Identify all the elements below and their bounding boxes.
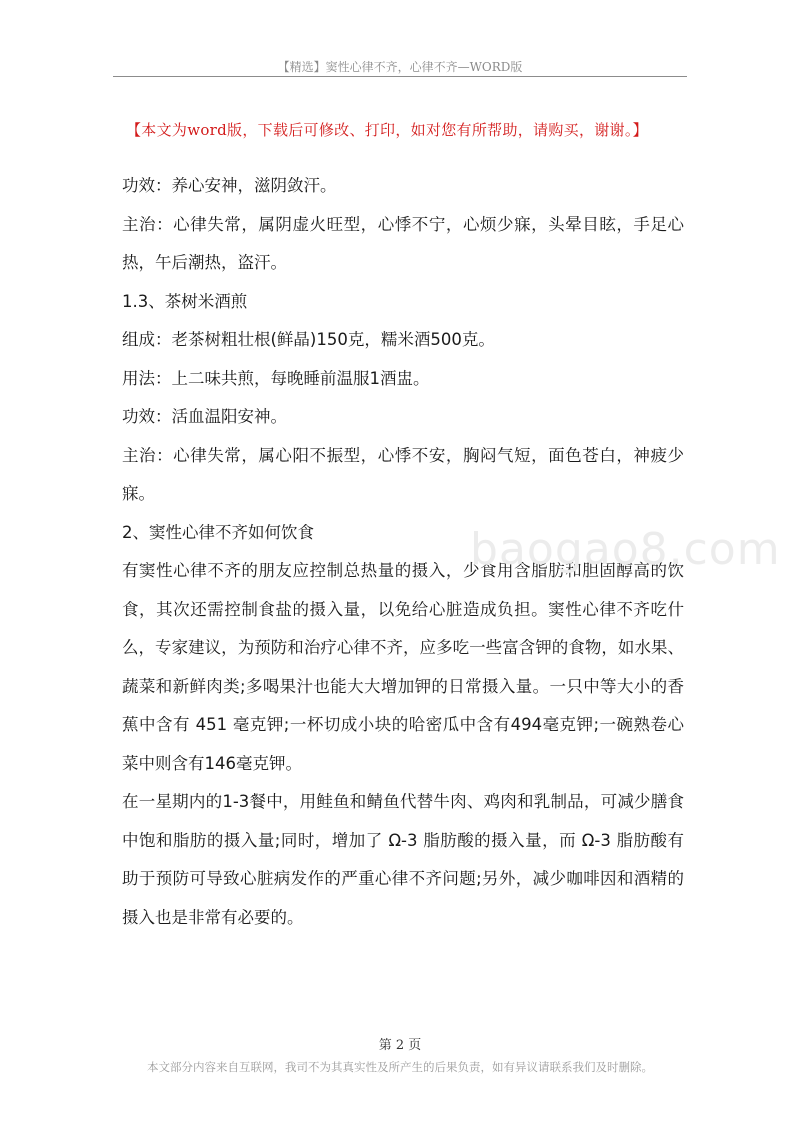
paragraph: 用法：上二味共煎，每晚睡前温服1酒盅。 [122, 368, 430, 388]
paragraph: 功效：活血温阳安神。 [122, 407, 287, 426]
purchase-notice: 【本文为word版，下载后可修改、打印，如对您有所帮助，请购买，谢谢。】 [126, 121, 648, 139]
paragraph: 主治：心律失常，属阴虚火旺型，心悸不宁，心烦少寐，头晕目眩，手足心热，午后潮热，盗汗。 [122, 214, 684, 272]
paragraph: 主治：心律失常，属心阳不振型，心悸不安，胸闷气短，面色苍白，神疲少寐。 [122, 445, 684, 503]
paragraph: 在一星期内的1-3餐中，用鲑鱼和鲭鱼代替牛肉、鸡肉和乳制品，可减少膳食中饱和脂肪的摄入量;同时，增加了 Ω-3 脂肪酸的摄入量，而 Ω-3 脂肪酸有助于预防可导致心脏病发作的严重心律不齐问题;另外，减少咖啡因和酒精的摄入也是非常有必要的。 [122, 792, 684, 927]
header-divider [113, 76, 687, 77]
watermark: baogao8.com [470, 524, 781, 575]
paragraph: 功效：养心安神，滋阴敛汗。 [122, 176, 337, 195]
page-number: 第 2 页 [378, 1038, 422, 1053]
section-heading: 1.3、茶树米酒煎 [122, 291, 248, 311]
section-heading: 2、窦性心律不齐如何饮食 [122, 522, 314, 542]
paragraph: 有窦性心律不齐的朋友应控制总热量的摄入，少食用含脂肪和胆固醇高的饮食，其次还需控制食盐的摄入量，以免给心脏造成负担。窦性心律不齐吃什么，专家建议，为预防和治疗心律不齐，应多吃一些富含钾的食物，如水果、蔬菜和新鲜肉类;多喝果汁也能大大增加钾的日常摄入量。一只中等大小的香蕉中含有 451 毫克钾;一杯切成小块的哈密瓜中含有494毫克钾;一碗熟卷心菜中则含有146毫克钾。 [122, 561, 684, 773]
paragraph: 组成：老茶树粗壮根(鲜晶)150克，糯米酒500克。 [122, 330, 495, 349]
footer-disclaimer: 本文部分内容来自互联网，我司不为其真实性及所产生的后果负责，如有异议请联系我们及时删除。 [147, 1060, 653, 1074]
page-header: 【精选】窦性心律不齐，心律不齐—WORD版 [277, 60, 523, 74]
document-body [122, 167, 684, 937]
